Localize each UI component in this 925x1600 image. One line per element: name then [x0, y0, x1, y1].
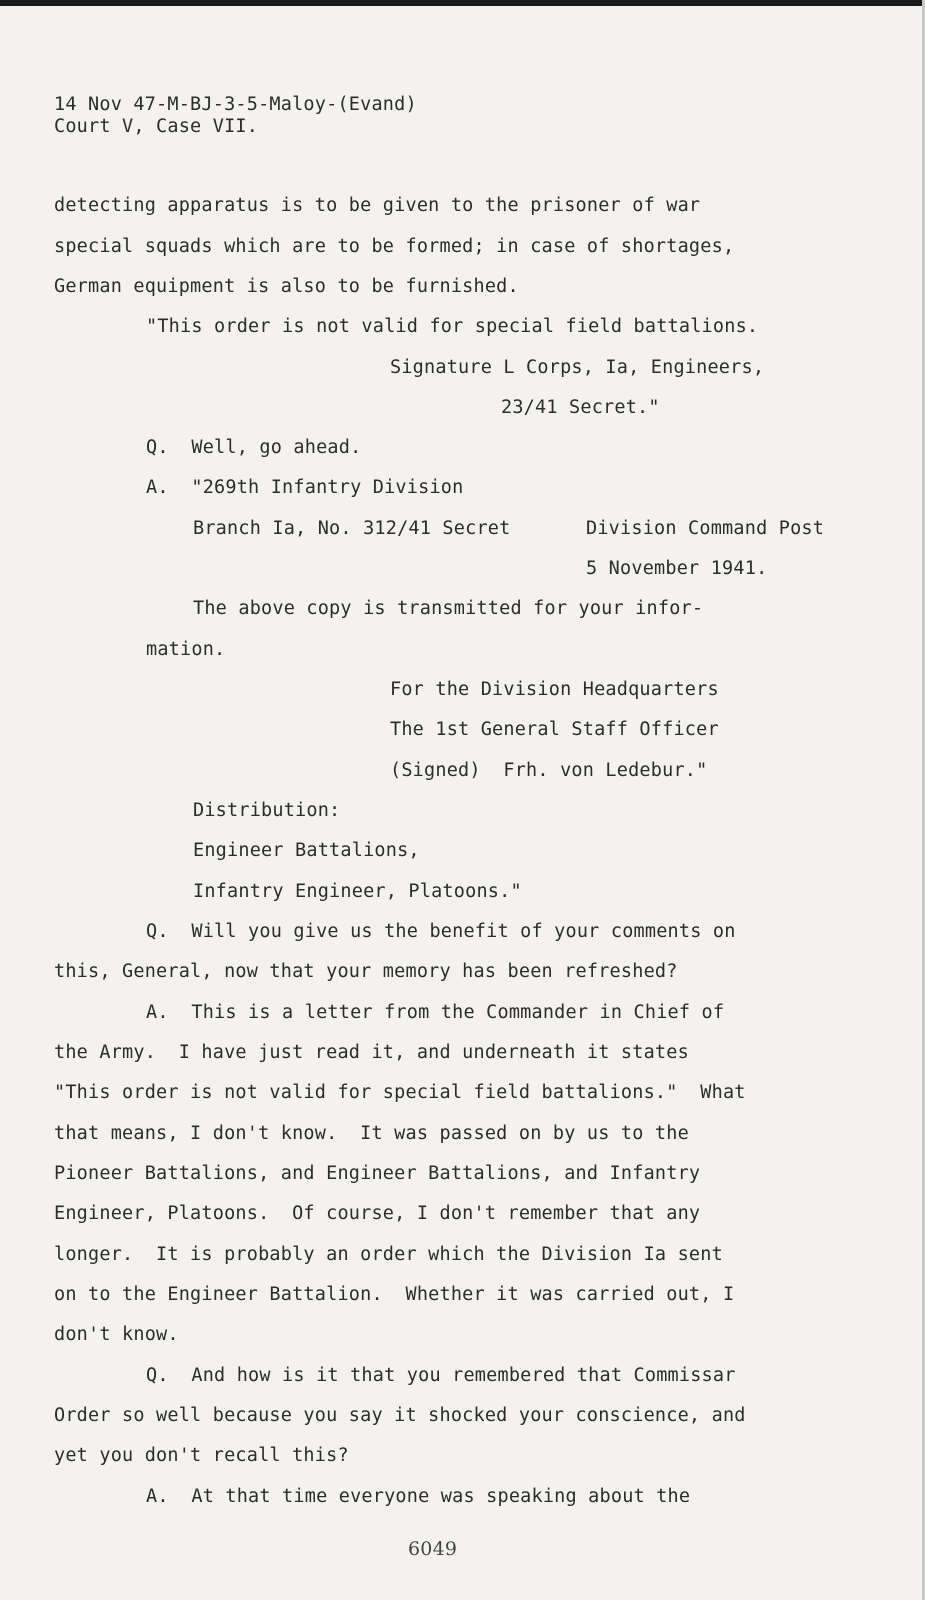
text-line: 23/41 Secret.": [501, 397, 660, 418]
text-line: special squads which are to be formed; in case of shortages,: [54, 236, 735, 257]
text-line: Signature L Corps, Ia, Engineers,: [390, 357, 765, 378]
text-line: mation.: [146, 639, 226, 660]
text-line: "This order is not valid for special field battalions.: [146, 316, 759, 337]
scan-top-edge: [0, 0, 925, 6]
text-line: Q. Well, go ahead.: [146, 437, 362, 458]
text-line: Q. Will you give us the benefit of your comments on: [146, 921, 736, 942]
text-line: Q. And how is it that you remembered that Commissar: [146, 1365, 736, 1386]
text-line: 5 November 1941.: [586, 558, 768, 579]
text-line: Engineer, Platoons. Of course, I don't remember that any: [54, 1203, 701, 1224]
text-line: on to the Engineer Battalion. Whether it was carried out, I: [54, 1284, 735, 1305]
text-line: Division Command Post: [586, 518, 825, 539]
text-line: Engineer Battalions,: [193, 840, 420, 861]
text-line: Branch Ia, No. 312/41 Secret: [193, 518, 511, 539]
text-line: Infantry Engineer, Platoons.": [193, 881, 522, 902]
text-line: longer. It is probably an order which the Division Ia sent: [54, 1244, 723, 1265]
text-line: "This order is not valid for special field battalions." What: [54, 1082, 746, 1103]
text-line: The 1st General Staff Officer: [390, 719, 719, 740]
text-line: A. "269th Infantry Division: [146, 477, 464, 498]
header-line-2: Court V, Case VII.: [54, 116, 259, 137]
text-line: Order so well because you say it shocked your conscience, and: [54, 1405, 746, 1426]
text-line: yet you don't recall this?: [54, 1445, 349, 1466]
text-line: the Army. I have just read it, and underneath it states: [54, 1042, 689, 1063]
text-line: detecting apparatus is to be given to the prisoner of war: [54, 195, 701, 216]
text-line: this, General, now that your memory has been refreshed?: [54, 961, 678, 982]
text-line: A. This is a letter from the Commander in Chief of: [146, 1002, 725, 1023]
text-line: A. At that time everyone was speaking about the: [146, 1486, 691, 1507]
page-number: 6049: [408, 1538, 458, 1560]
text-line: The above copy is transmitted for your infor-: [193, 598, 704, 619]
text-line: Distribution:: [193, 800, 341, 821]
text-line: German equipment is also to be furnished.: [54, 276, 519, 297]
text-line: Pioneer Battalions, and Engineer Battalions, and Infantry: [54, 1163, 701, 1184]
text-line: (Signed) Frh. von Ledebur.": [390, 760, 708, 781]
header-line-1: 14 Nov 47-M-BJ-3-5-Maloy-(Evand): [54, 94, 417, 115]
text-line: For the Division Headquarters: [390, 679, 719, 700]
text-line: don't know.: [54, 1324, 179, 1345]
text-line: that means, I don't know. It was passed on by us to the: [54, 1123, 689, 1144]
